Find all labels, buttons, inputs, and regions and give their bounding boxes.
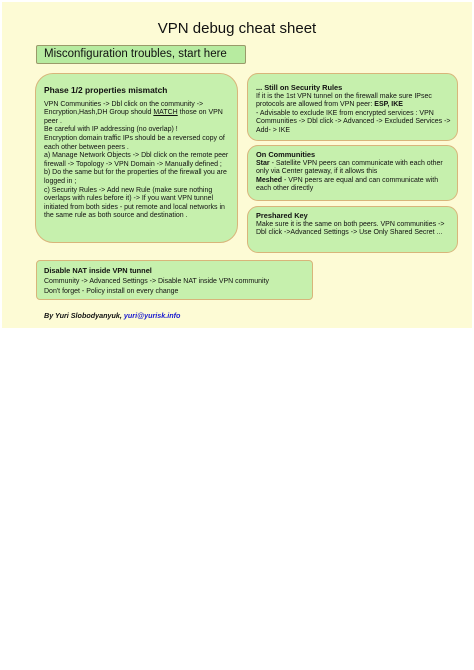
section-banner: Misconfiguration troubles, start here [36, 45, 246, 64]
phase-heading: Phase 1/2 properties mismatch [44, 85, 168, 95]
phase-mismatch-box [35, 73, 238, 243]
security-heading: ... Still on Security Rules [256, 83, 343, 92]
phase-line-step-b: b) Do the same but for the properties of the firewall you are logged in ; [44, 169, 227, 185]
nat-line-policy: Don't forget - Policy install on every change [44, 288, 179, 296]
psk-text: Make sure it is the same on both peers. VPN communities -> Dbl click ->Advanced Settings -> Use Only Shared Secret ... [256, 220, 445, 237]
phase-line-step-a: a) Manage Network Objects -> Dbl click on the remote peer firewall -> Topology -> VPN Domain -> Manually defined ; [44, 152, 229, 168]
preshared-key-box [247, 206, 458, 253]
star-text: - Satellite VPN peers can communicate with each other only via Center gateway, if it allows this [256, 159, 443, 176]
star-label: Star [256, 159, 270, 167]
phase-text: VPN Communities -> Dbl click on the community -> Encryption,Hash,DH Group should [44, 100, 204, 117]
security-line-protocols [256, 93, 451, 110]
psk-heading: Preshared Key [256, 211, 308, 220]
cheat-sheet-page [2, 2, 472, 328]
security-rules-box [247, 73, 458, 141]
phase-line-addressing: Be careful with IP addressing (no overlap) ! [44, 126, 178, 134]
phase-line-encryption-domain: Encryption domain traffic IPs should be a reversed copy of each other between peers . [44, 134, 225, 151]
author-credit [44, 311, 180, 320]
phase-line-step-c: c) Security Rules -> Add new Rule (make sure nothing overlaps with rules before it) -> If you want VPN tunnel initiated from both sides - put remote and local networks in the same rule as both source and destination . [44, 186, 225, 220]
security-line-exclude-ike: - Advisable to exclude IKE from encrypted services : VPN Communities -> Dbl click -> Advanced -> Excluded Services -> Add- > IKE [256, 109, 451, 134]
communities-star [256, 160, 451, 177]
protocols-bold: ESP, IKE [374, 101, 403, 109]
communities-heading: On Communities [256, 150, 316, 159]
author-name: By Yuri Slobodyanyuk, [44, 311, 124, 320]
communities-meshed [256, 177, 451, 194]
meshed-label: Meshed [256, 176, 283, 184]
communities-box [247, 145, 458, 201]
phase-text: those on VPN peer . [44, 109, 223, 125]
match-word: MATCH [153, 109, 178, 117]
author-email-link[interactable]: yuri@yurisk.info [123, 311, 181, 320]
meshed-text: - VPN peers are equal and can communicate with each other directly [256, 176, 439, 193]
nat-line-community: Community -> Advanced Settings -> Disable NAT inside VPN community [44, 277, 270, 285]
security-text: If it is the 1st VPN tunnel on the firewall make sure IPsec protocols are allowed from VPN peer: [256, 92, 432, 109]
disable-nat-box [36, 260, 313, 300]
nat-heading: Disable NAT inside VPN tunnel [44, 266, 152, 275]
phase-line-communities [44, 101, 230, 127]
page-title: VPN debug cheat sheet [157, 20, 317, 37]
